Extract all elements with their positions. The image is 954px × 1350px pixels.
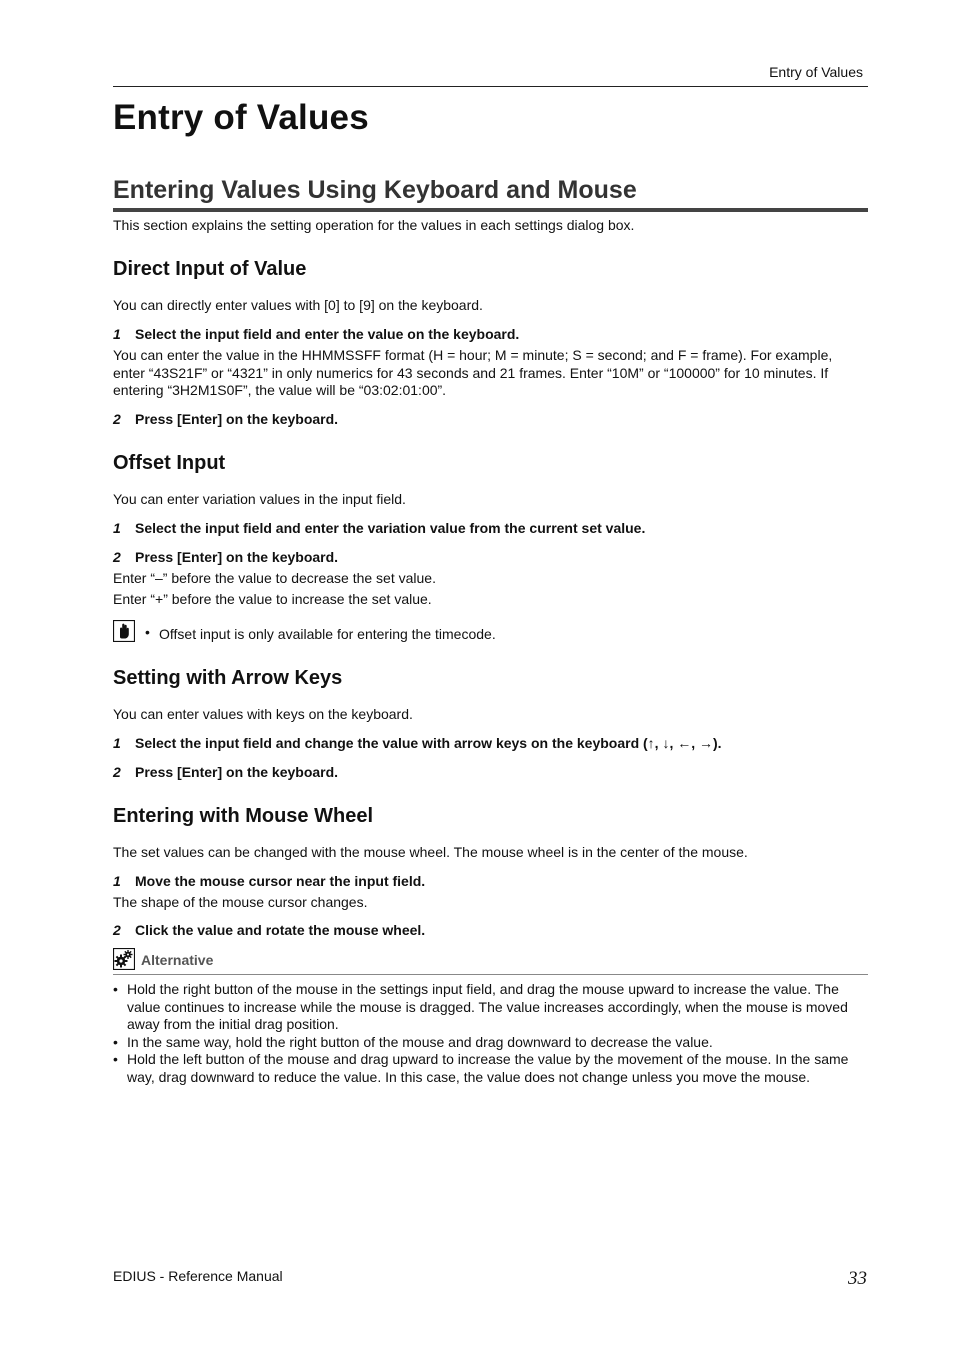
alternative-divider	[113, 974, 868, 975]
running-header: Entry of Values	[769, 64, 863, 80]
step-number: 1	[113, 873, 121, 889]
step-number: 1	[113, 735, 121, 751]
direct-input-heading: Direct Input of Value	[113, 258, 307, 280]
direct-input-step-2	[113, 411, 868, 429]
alternative-bullet-list	[113, 981, 868, 1086]
step-text: Select the input field and change the value with arrow keys on the keyboard (↑, ↓, ←, →).	[135, 735, 722, 751]
mouse-wheel-step-2	[113, 922, 868, 940]
step-number: 2	[113, 922, 121, 938]
direct-input-step-1	[113, 326, 868, 344]
note-hand-icon	[113, 620, 135, 642]
direct-input-intro: You can directly enter values with [0] to [9] on the keyboard.	[113, 297, 483, 313]
step-number: 2	[113, 549, 121, 565]
arrow-keys-step-2	[113, 764, 868, 782]
section-divider	[113, 208, 868, 212]
step-text: Select the input field and enter the variation value from the current set value.	[135, 520, 646, 536]
section-title: Entering Values Using Keyboard and Mouse	[113, 176, 637, 204]
note-bullet: •	[145, 624, 150, 640]
offset-input-increase-text: Enter “+” before the value to increase the set value.	[113, 591, 432, 607]
offset-input-heading: Offset Input	[113, 452, 226, 474]
step-number: 2	[113, 411, 121, 427]
step-text: Press [Enter] on the keyboard.	[135, 764, 339, 780]
page-title: Entry of Values	[113, 98, 369, 137]
step-number: 1	[113, 326, 121, 342]
arrow-keys-intro: You can enter values with keys on the keyboard.	[113, 706, 413, 722]
mouse-wheel-step-1-description: The shape of the mouse cursor changes.	[113, 894, 368, 910]
offset-input-decrease-text: Enter “–” before the value to decrease the set value.	[113, 570, 436, 586]
mouse-wheel-step-1	[113, 873, 868, 891]
offset-input-step-1	[113, 520, 868, 538]
offset-input-step-2	[113, 549, 868, 567]
footer-manual-title: EDIUS - Reference Manual	[113, 1268, 283, 1284]
offset-input-intro: You can enter variation values in the input field.	[113, 491, 406, 507]
alternative-gears-icon	[113, 948, 135, 970]
step-text: Click the value and rotate the mouse wheel.	[135, 922, 426, 938]
step-text: Select the input field and enter the value on the keyboard.	[135, 326, 520, 342]
step-text: Press [Enter] on the keyboard.	[135, 411, 339, 427]
section-intro: This section explains the setting operation for the values in each settings dialog box.	[113, 217, 635, 233]
list-item: • Hold the right button of the mouse in the settings input field, and drag the mouse upward to increase the value. The value continues to increase while the mouse is dragged. The value increases accordingly, when the mouse is moved away from the initial drag position.	[113, 981, 868, 1034]
list-item: • In the same way, hold the right button of the mouse and drag downward to decrease the value.	[113, 1034, 868, 1052]
mouse-wheel-intro: The set values can be changed with the mouse wheel. The mouse wheel is in the center of the mouse.	[113, 844, 748, 860]
step-number: 1	[113, 520, 121, 536]
header-divider	[113, 86, 868, 87]
mouse-wheel-heading: Entering with Mouse Wheel	[113, 805, 374, 827]
step-number: 2	[113, 764, 121, 780]
direct-input-step-1-description: You can enter the value in the HHMMSSFF format (H = hour; M = minute; S = second; and F = frame). For example, enter “43S21F” or “4321” in only numerics for 43 seconds and 21 frames. Enter “10M” or “100000” for 10 minutes. If entering “3H2M1S0F”, the value will be “03:02:01:00”.	[113, 347, 833, 398]
page-number: 33	[848, 1268, 867, 1289]
alternative-label: Alternative	[141, 952, 214, 968]
list-item: • Hold the left button of the mouse and drag upward to increase the value by the movement of the mouse. In the same way, drag downward to reduce the value. In this case, the value does not change unless you move the mouse.	[113, 1051, 868, 1086]
note-text: Offset input is only available for entering the timecode.	[159, 626, 496, 642]
arrow-keys-heading: Setting with Arrow Keys	[113, 667, 343, 689]
arrow-keys-step-1	[113, 735, 868, 753]
step-text: Press [Enter] on the keyboard.	[135, 549, 339, 565]
step-text: Move the mouse cursor near the input field.	[135, 873, 426, 889]
